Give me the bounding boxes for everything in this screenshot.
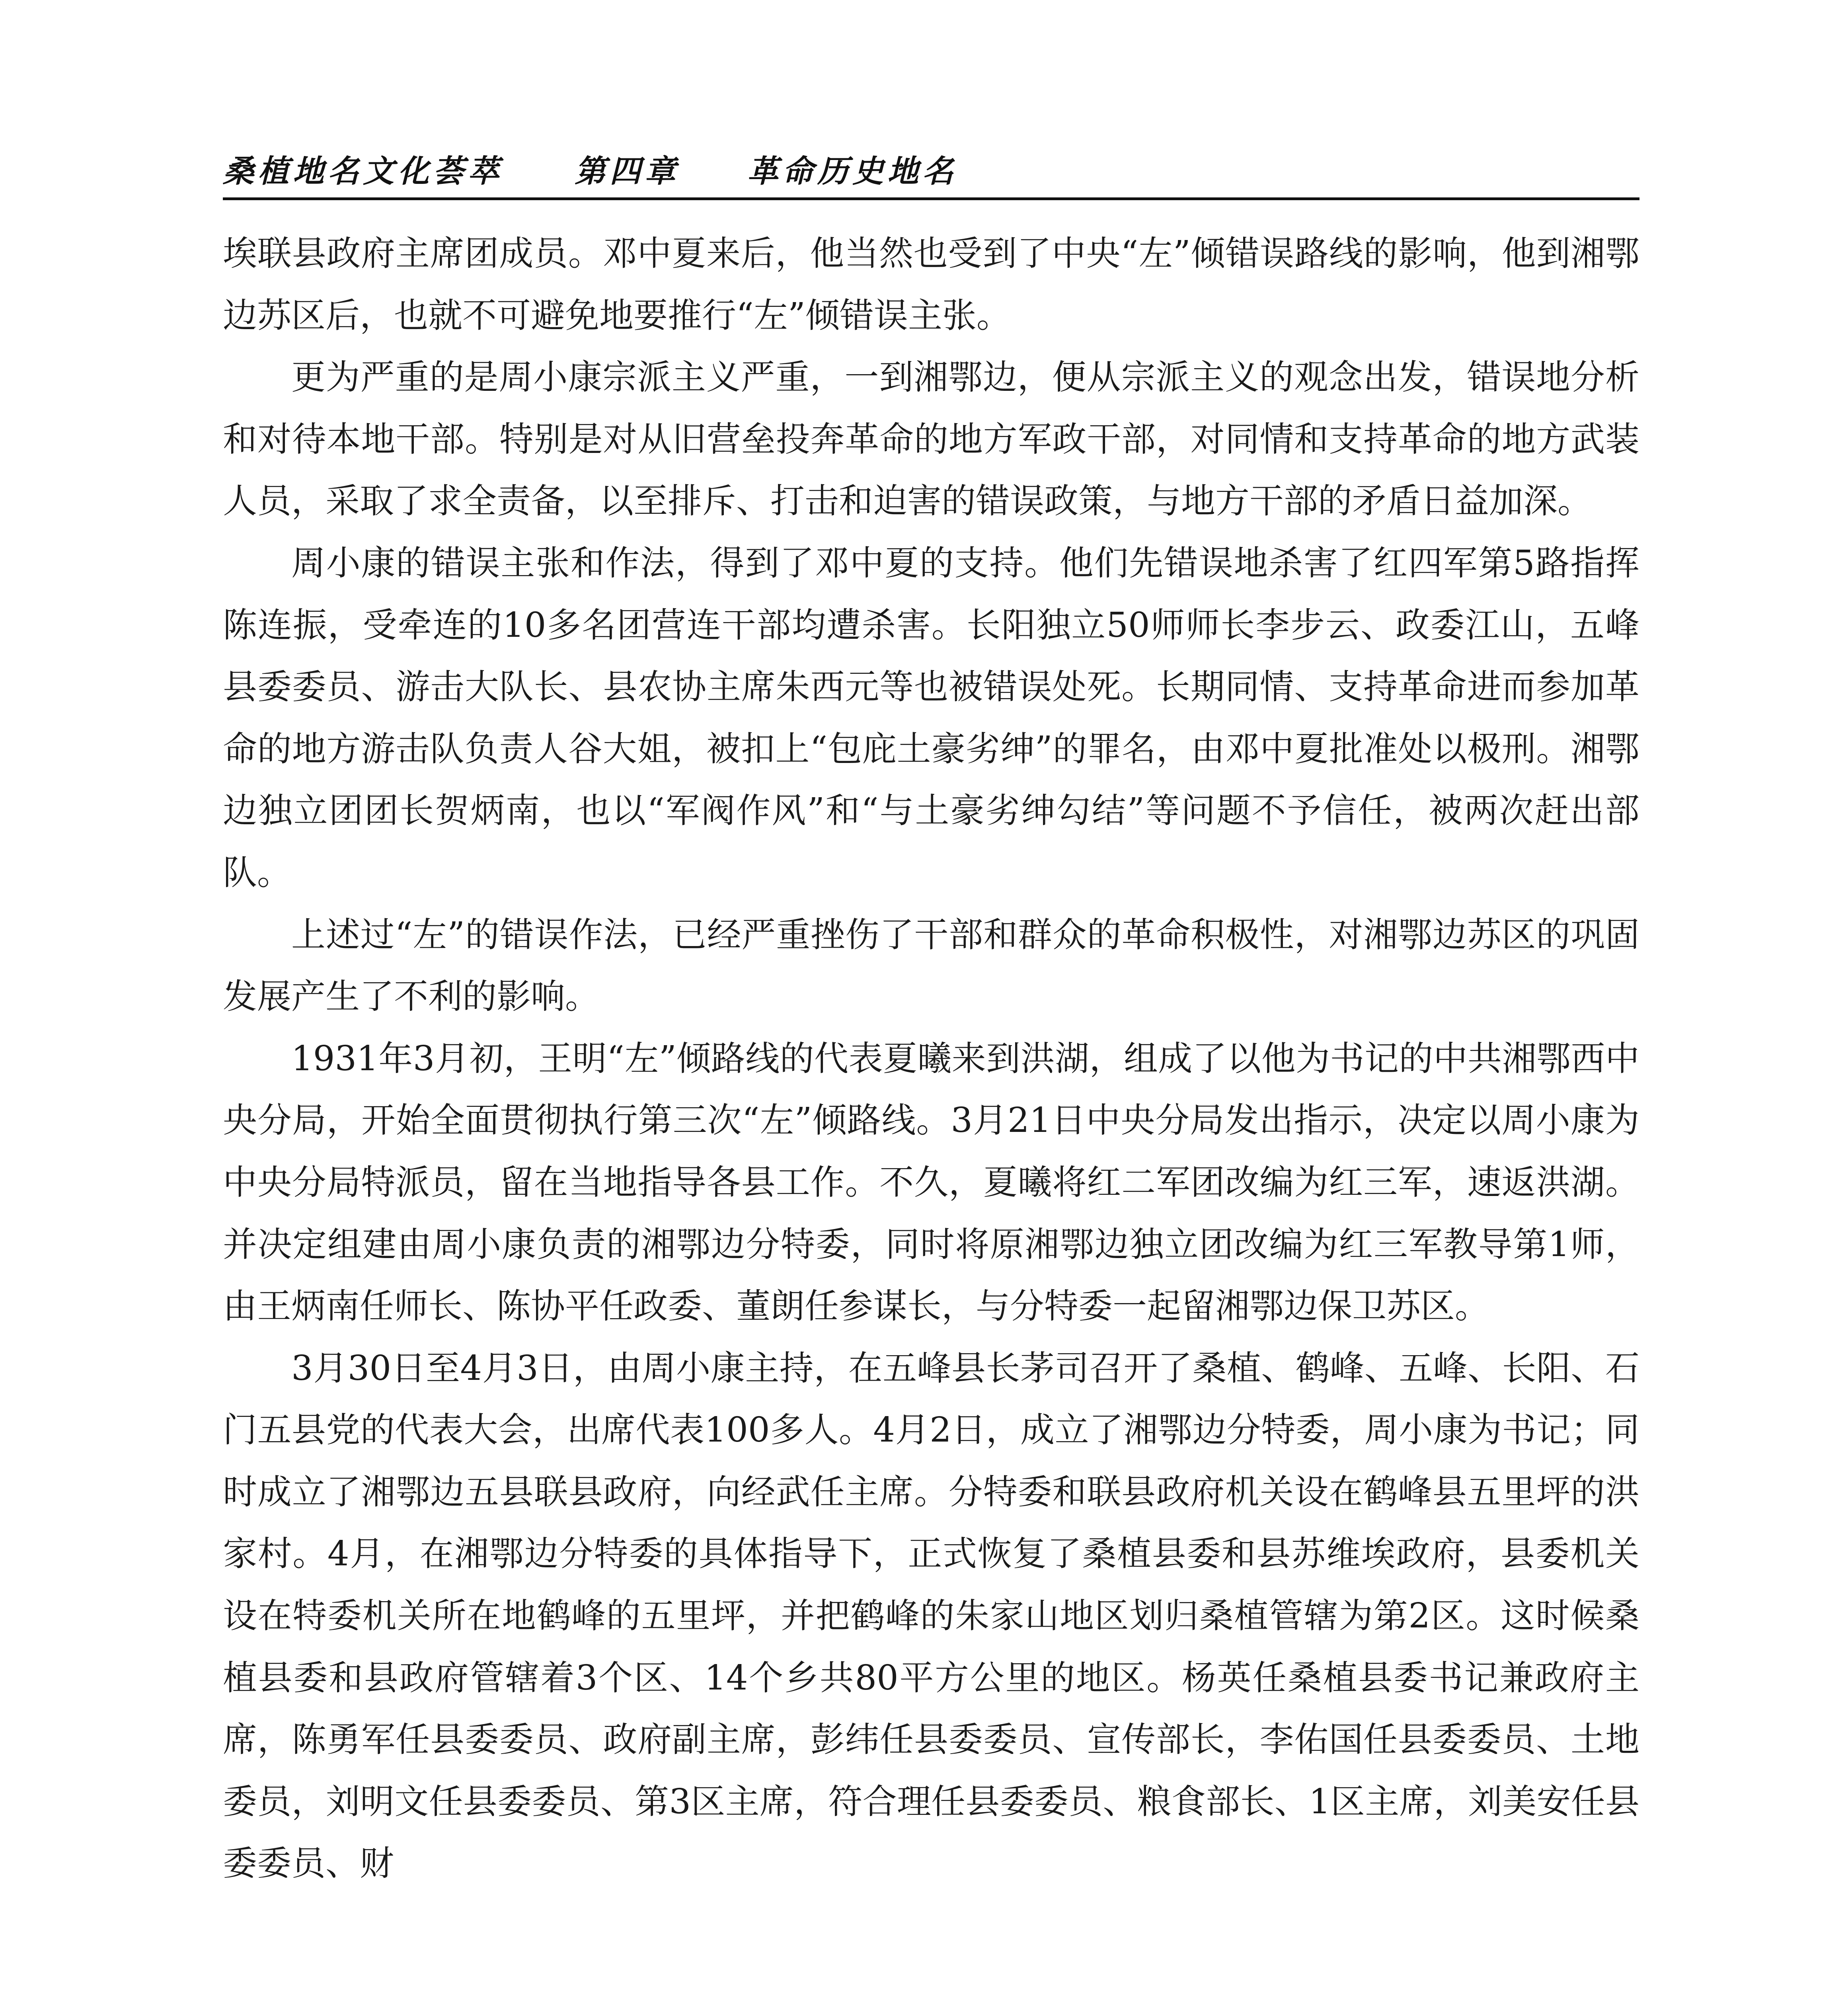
paragraph: 更为严重的是周小康宗派主义严重，一到湘鄂边，便从宗派主义的观念出发，错误地分析和对待本地干部。特别是对从旧营垒投奔革命的地方军政干部，对同情和支持革命的地方武装人员，采取了求全责备，以至排斥、打击和迫害的错误政策，与地方干部的矛盾日益加深。: [223, 357, 1639, 521]
paragraph: 周小康的错误主张和作法，得到了邓中夏的支持。他们先错误地杀害了红四军第5路指挥陈连振，受牵连的10多名团营连干部均遭杀害。长阳独立50师师长李步云、政委江山，五峰县委委员、游击大队长、县农协主席朱西元等也被错误处死。长期同情、支持革命进而参加革命的地方游击队负责人谷大姐，被扣上“包庇土豪劣绅”的罪名，由邓中夏批准处以极刑。湘鄂边独立团团长贺炳南，也以“军阀作风”和“与土豪劣绅勾结”等问题不予信任，被两次赶出部队。: [223, 543, 1639, 893]
header-chapter-number: 第四章: [575, 153, 680, 189]
header-book-title: 桑植地名文化荟萃: [223, 153, 503, 189]
header-chapter-title: 革命历史地名: [747, 153, 958, 189]
paragraph: 上述过“左”的错误作法，已经严重挫伤了干部和群众的革命积极性，对湘鄂边苏区的巩固发展产生了不利的影响。: [223, 915, 1639, 1017]
running-header: [223, 143, 1639, 191]
body-text: [223, 223, 1639, 1895]
header-divider: [223, 197, 1639, 200]
paragraph: 1931年3月初，王明“左”倾路线的代表夏曦来到洪湖，组成了以他为书记的中共湘鄂西中央分局，开始全面贯彻执行第三次“左”倾路线。3月21日中央分局发出指示，决定以周小康为中央分局特派员，留在当地指导各县工作。不久，夏曦将红二军团改编为红三军，速返洪湖。并决定组建由周小康负责的湘鄂边分特委，同时将原湘鄂边独立团改编为红三军教导第1师，由王炳南任师长、陈协平任政委、董朗任参谋长，与分特委一起留湘鄂边保卫苏区。: [223, 1038, 1639, 1327]
paragraph: 3月30日至4月3日，由周小康主持，在五峰县长茅司召开了桑植、鹤峰、五峰、长阳、石门五县党的代表大会，出席代表100多人。4月2日，成立了湘鄂边分特委，周小康为书记；同时成立了湘鄂边五县联县政府，向经武任主席。分特委和联县政府机关设在鹤峰县五里坪的洪家村。4月，在湘鄂边分特委的具体指导下，正式恢复了桑植县委和县苏维埃政府，县委机关设在特委机关所在地鹤峰的五里坪，并把鹤峰的朱家山地区划归桑植管辖为第2区。这时候桑植县委和县政府管辖着3个区、14个乡共80平方公里的地区。杨英任桑植县委书记兼政府主席，陈勇军任县委委员、政府副主席，彭纬任县委委员、宣传部长，李佑国任县委委员、土地委员，刘明文任县委委员、第3区主席，符合理任县委委员、粮食部长、1区主席，刘美安任县委委员、财: [223, 1348, 1639, 1884]
paragraph-continued: 埃联县政府主席团成员。邓中夏来后，他当然也受到了中央“左”倾错误路线的影响，他到湘鄂边苏区后，也就不可避免地要推行“左”倾错误主张。: [223, 234, 1639, 336]
